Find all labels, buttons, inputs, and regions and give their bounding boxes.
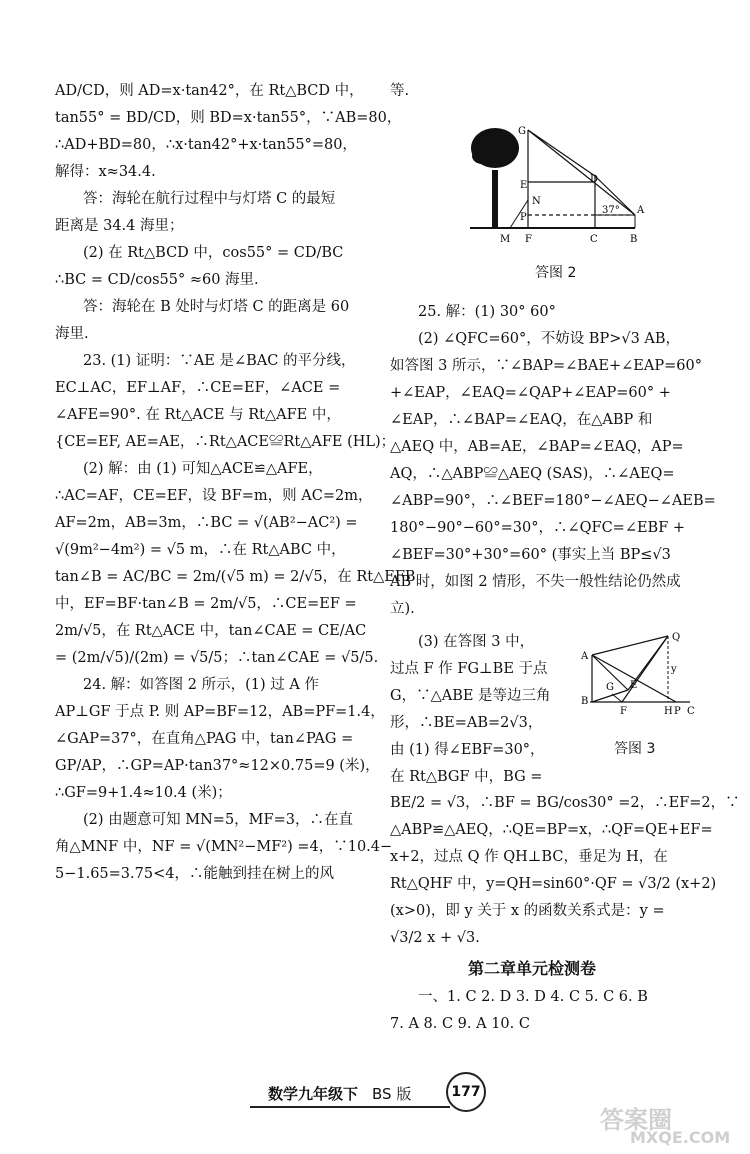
- label-m: M: [500, 234, 511, 245]
- text-line: 解得：x≈34.4.: [55, 164, 156, 180]
- label-a: A: [581, 651, 589, 662]
- text-line: 中，EF=BF·tan∠B = 2m/√5，∴CE=EF =: [55, 596, 357, 612]
- text-line: 如答图 3 所示，∵∠BAP=∠BAE+∠EAP=60°: [390, 358, 702, 374]
- text-line: AD/CD，则 AD=x·tan42°，在 Rt△BCD 中，: [55, 83, 364, 99]
- figure-3-diagram: [580, 630, 700, 730]
- text-line: ∠ABP=90°，∴∠BEF=180°−∠AEQ−∠AEB=: [390, 493, 716, 509]
- text-line: tan55° = BD/CD，则 BD=x·tan55°，∵AB=80，: [55, 110, 402, 126]
- text-line: EC⊥AC，EF⊥AF，∴CE=EF，∠ACE =: [55, 380, 341, 396]
- right-column-part3: [390, 629, 580, 791]
- label-c: C: [687, 706, 695, 717]
- text-line: 等.: [390, 83, 410, 99]
- text-line: AB 时，如图 2 情形，不失一般性结论仍然成: [390, 574, 681, 590]
- text-line: △AEQ 中，AB=AE，∠BAP=∠EAQ，AP=: [390, 439, 684, 455]
- text-line: Rt△QHF 中，y=QH=sin60°·QF = √3/2 (x+2): [390, 876, 717, 892]
- text-line: ∴AC=AF，CE=EF，设 BF=m，则 AC=2m，: [55, 488, 373, 504]
- text-line: ∠EAP，∴∠BAP=∠EAQ，在△ABP 和: [390, 412, 653, 428]
- text-line: 在 Rt△BGF 中，BG =: [390, 769, 543, 785]
- label-b: B: [581, 696, 589, 707]
- footer-version: BS 版: [372, 1085, 412, 1103]
- label-p: P: [520, 212, 527, 223]
- text-line: 25. 解：(1) 30° 60°: [418, 304, 556, 320]
- text-line: (2) 在 Rt△BCD 中，cos55° = CD/BC: [83, 245, 344, 261]
- text-line: BE/2 = √3，∴BF = BG/cos30° =2，∴EF=2，∵: [390, 795, 740, 811]
- label-c: C: [590, 234, 598, 245]
- label-e: E: [630, 680, 638, 691]
- label-a: A: [637, 205, 645, 216]
- label-f: F: [525, 234, 532, 245]
- label-n: N: [532, 196, 541, 207]
- label-g: G: [606, 682, 614, 693]
- answer-line: 7. A 8. C 9. A 10. C: [390, 1016, 530, 1032]
- text-line: x+2，过点 Q 作 QH⊥BC，垂足为 H，在: [390, 849, 668, 865]
- label-d: D: [590, 174, 599, 185]
- label-f: F: [620, 706, 627, 717]
- label-g: G: [518, 126, 526, 137]
- watermark-url: MXQE.COM: [630, 1128, 731, 1147]
- label-angle: 37°: [602, 205, 620, 216]
- text-line: 形，∴BE=AB=2√3，: [390, 715, 543, 731]
- text-line: 24. 解：如答图 2 所示，(1) 过 A 作: [83, 677, 319, 693]
- right-column-main: [390, 299, 716, 623]
- text-line: (2) 由题意可知 MN=5，MF=3，∴在直: [83, 812, 353, 828]
- figure-2-diagram: [470, 120, 660, 250]
- figure-3-caption: 答图 3: [614, 741, 656, 757]
- text-line: √3/2 x + √3.: [390, 930, 480, 946]
- text-line: ∠AFE=90°. 在 Rt△ACE 与 Rt△AFE 中，: [55, 407, 341, 423]
- watermark-logo: 答案圈: [600, 1106, 672, 1134]
- right-column-part4: [390, 790, 740, 952]
- right-column-top: [390, 78, 700, 105]
- answers-block: [390, 984, 700, 1038]
- text-line: 角△MNF 中，NF = √(MN²−MF²) =4，∵10.4−: [55, 839, 393, 855]
- section-title: 第二章单元检测卷: [468, 959, 597, 978]
- label-q: Q: [672, 632, 681, 643]
- label-e: E: [520, 180, 528, 191]
- text-line: 由 (1) 得∠EBF=30°，: [390, 742, 545, 758]
- text-line: 2m/√5，在 Rt△ACE 中，tan∠CAE = CE/AC: [55, 623, 367, 639]
- text-line: 海里.: [55, 326, 89, 342]
- text-line: 距离是 34.4 海里；: [55, 218, 184, 234]
- text-line: √(9m²−4m²) = √5 m，∴在 Rt△ABC 中，: [55, 542, 346, 558]
- text-line: 答：海轮在航行过程中与灯塔 C 的最短: [83, 191, 336, 207]
- text-line: 5−1.65=3.75<4，∴能触到挂在树上的风: [55, 866, 334, 882]
- text-line: ∴AD+BD=80，∴x·tan42°+x·tan55°=80，: [55, 137, 357, 153]
- text-line: (2) 解：由 (1) 可知△ACE≌△AFE，: [83, 461, 323, 477]
- text-line: ∠GAP=37°，在直角△PAG 中，tan∠PAG =: [55, 731, 354, 747]
- text-line: 23. (1) 证明：∵AE 是∠BAC 的平分线，: [83, 353, 356, 369]
- text-line: AF=2m，AB=3m，∴BC = √(AB²−AC²) =: [55, 515, 358, 531]
- footer-title: 数学九年级下: [268, 1085, 359, 1103]
- text-line: ∠BEF=30°+30°=60° (事实上当 BP≤√3: [390, 547, 671, 563]
- text-line: △ABP≌△AEQ，∴QE=BP=x，∴QF=QE+EF=: [390, 822, 713, 838]
- text-line: = (2m/√5)/(2m) = √5/5；∴tan∠CAE = √5/5.: [55, 650, 379, 666]
- text-line: (x>0)，即 y 关于 x 的函数关系式是：y =: [390, 903, 665, 919]
- text-line: AP⊥GF 于点 P. 则 AP=BF=12，AB=PF=1.4，: [55, 704, 385, 720]
- label-b: B: [630, 234, 638, 245]
- text-line: AQ，∴△ABP≌△AEQ (SAS)，∴∠AEQ=: [390, 466, 675, 482]
- text-line: (2) ∠QFC=60°，不妨设 BP>√3 AB，: [418, 331, 681, 347]
- text-line: 答：海轮在 B 处时与灯塔 C 的距离是 60: [83, 299, 350, 315]
- footer-rule: [250, 1106, 450, 1108]
- left-column: [55, 78, 416, 888]
- text-line: 180°−90°−60°=30°，∴∠QFC=∠EBF +: [390, 520, 686, 536]
- text-line: +∠EAP，∠EAQ=∠QAP+∠EAP=60° +: [390, 385, 671, 401]
- text-line: tan∠B = AC/BC = 2m/(√5 m) = 2/√5，在 Rt△EFB: [55, 569, 416, 585]
- text-line: 过点 F 作 FG⊥BE 于点: [390, 661, 548, 677]
- text-line: G，∵△ABE 是等边三角: [390, 688, 551, 704]
- text-line: 立).: [390, 601, 415, 617]
- label-y: y: [671, 664, 677, 675]
- label-h: H: [664, 706, 673, 717]
- text-line: ∴GF=9+1.4≈10.4 (米)；: [55, 785, 232, 801]
- text-line: GP/AP，∴GP=AP·tan37°≈12×0.75=9 (米)，: [55, 758, 380, 774]
- text-line: ∴BC = CD/cos55° ≈60 海里.: [55, 272, 259, 288]
- answer-line: 一、1. C 2. D 3. D 4. C 5. C 6. B: [418, 989, 648, 1005]
- text-line: (3) 在答图 3 中，: [418, 634, 535, 650]
- text-line: {CE=EF, AE=AE，∴Rt△ACE≌Rt△AFE (HL)；: [55, 434, 396, 450]
- figure-2-caption: 答图 2: [535, 265, 577, 281]
- label-p: P: [674, 706, 681, 717]
- page-number: 177: [446, 1072, 486, 1112]
